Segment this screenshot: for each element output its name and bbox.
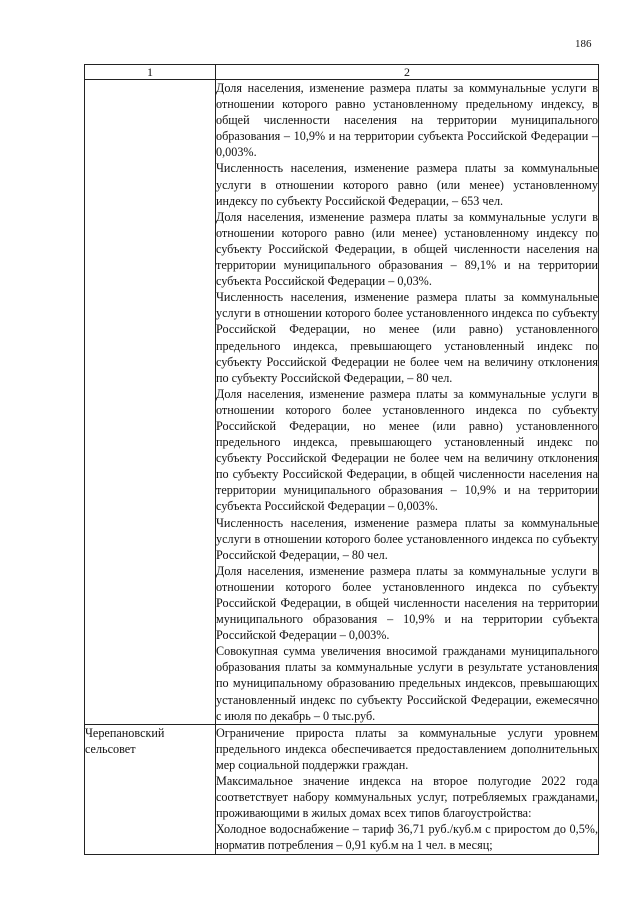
area-cell bbox=[85, 80, 216, 725]
description-cell bbox=[216, 724, 599, 854]
paragraph: Численность населения, изменение размера платы за коммунальные услуги в отношении которого более установленного индекса по субъекту Российской Федерации, – 80 чел. bbox=[216, 515, 598, 562]
page-number: 186 bbox=[575, 38, 592, 50]
column-header-1: 1 bbox=[85, 65, 216, 80]
table-row bbox=[85, 724, 599, 854]
paragraph: Доля населения, изменение размера платы за коммунальные услуги в отношении которого более установленного индекса по субъекту Российской Федерации, в общей численности населения на территории муниципального образования – 10,9% и на территории субъекта Российской Федерации – 0,003%. bbox=[216, 563, 598, 643]
paragraph: Ограничение прироста платы за коммунальные услуги уровнем предельного индекса обеспечивается предоставлением дополнительных мер социальной поддержки граждан. bbox=[216, 725, 598, 772]
paragraph: Холодное водоснабжение – тариф 36,71 руб./куб.м с приростом до 0,5%, норматив потребления – 0,91 куб.м на 1 чел. в месяц; bbox=[216, 822, 598, 853]
paragraph: Доля населения, изменение размера платы за коммунальные услуги в отношении которого более установленного индекса по субъекту Российской Федерации, но менее (или равно) установленного предельного индекса, превышающего установленный индекс по субъекту Российской Федерации не более чем на величину отклонения по субъекту Российской Федерации, в общей численности населения на территории муниципального образования – 10,9% и на территории субъекта Российской Федерации – 0,003%. bbox=[216, 386, 598, 514]
paragraph: Максимальное значение индекса на второе полугодие 2022 года соответствует набору коммунальных услуг, потребляемых гражданами, проживающими в жилых домах всех типов благоустройства: bbox=[216, 774, 598, 821]
paragraph: Численность населения, изменение размера платы за коммунальные услуги в отношении которого более установленного индекса по субъекту Российской Федерации, но менее (или равно) установленного предельного индекса, превышающего установленный индекс по субъекту Российской Федерации не более чем на величину отклонения по субъекту Российской Федерации, – 80 чел. bbox=[216, 290, 598, 385]
paragraph: Численность населения, изменение размера платы за коммунальные услуги в отношении которого равно (или менее) установленному индексу по субъекту Российской Федерации, – 653 чел. bbox=[216, 161, 598, 208]
paragraph: Доля населения, изменение размера платы за коммунальные услуги в отношении которого равно (или менее) установленному индексу по субъекту Российской Федерации, в общей численности населения на территории муниципального образования – 89,1% и на территории субъекта Российской Федерации – 0,03%. bbox=[216, 209, 598, 289]
table-header-row bbox=[85, 65, 599, 80]
paragraph: Совокупная сумма увеличения вносимой гражданами муниципального образования платы за коммунальные услуги в результате установления по муниципальному образованию предельных индексов, превышающих установленный индекс по субъекту Российской Федерации, ежемесячно с июля по декабрь – 0 тыс.руб. bbox=[216, 644, 598, 723]
column-header-2: 2 bbox=[216, 65, 599, 80]
document-table bbox=[84, 64, 599, 855]
paragraph: Доля населения, изменение размера платы за коммунальные услуги в отношении которого равно установленному предельному индексу, в общей численности населения на территории муниципального образования – 10,9% и на территории субъекта Российской Федерации – 0,003%. bbox=[216, 81, 598, 160]
area-name: Черепановский сельсовет bbox=[85, 725, 165, 756]
area-cell bbox=[85, 724, 216, 854]
description-cell bbox=[216, 80, 599, 725]
table-row bbox=[85, 80, 599, 725]
